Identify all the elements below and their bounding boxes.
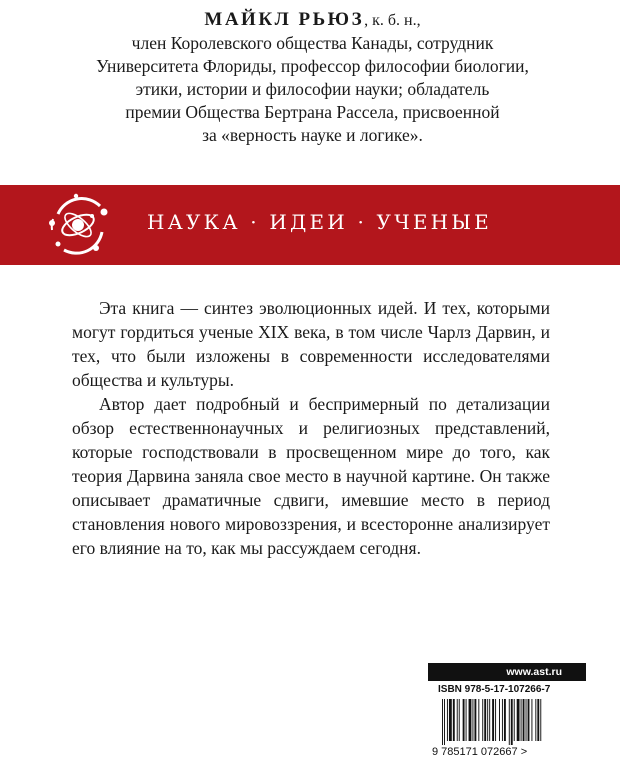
series-title: НАУКА · ИДЕИ · УЧЕНЫЕ — [147, 210, 492, 234]
atom-orbit-icon — [44, 192, 112, 258]
author-bio-line: член Королевского общества Канады, сотрудник — [131, 33, 494, 53]
author-bio-line: за «верность науке и логике». — [202, 125, 423, 145]
author-bio-line: премии Общества Бертрана Рассела, присвоенной — [125, 102, 500, 122]
description-paragraph: Автор дает подробный и беспримерный по детализации обзор естественнонаучных и религиозных представлений, которые господствовали в просвещенном мире до того, как теория Дарвина заняла свое место в научной картине. Он также описывает драматичные сдвиги, имевшие место в период становления нового мировоззрения, и всесторонне анализирует его влияние на то, как мы рассуждаем сегодня. — [72, 394, 550, 558]
author-info — [40, 8, 585, 147]
barcode-number: 9 785171 072667 > — [432, 746, 528, 757]
author-name: МАЙКЛ РЬЮЗ — [204, 9, 365, 30]
author-bio-line: Университета Флориды, профессор философии биологии, — [96, 56, 529, 76]
author-degree: , к. б. н., — [364, 12, 421, 29]
barcode-icon — [428, 697, 586, 757]
series-banner — [0, 185, 620, 265]
isbn-text: ISBN 978-5-17-107266-7 — [438, 684, 551, 695]
book-description — [72, 296, 550, 560]
isbn-barcode-block — [428, 663, 586, 756]
publisher-site: www.ast.ru — [428, 663, 586, 681]
author-bio-line: этики, истории и философии науки; обладатель — [135, 79, 490, 99]
description-paragraph: Эта книга — синтез эволюционных идей. И тех, которыми могут гордиться ученые XIX века, в том числе Чарлз Дарвин, и тех, что были изложены в современности исследователями общества и культуры. — [72, 298, 550, 390]
